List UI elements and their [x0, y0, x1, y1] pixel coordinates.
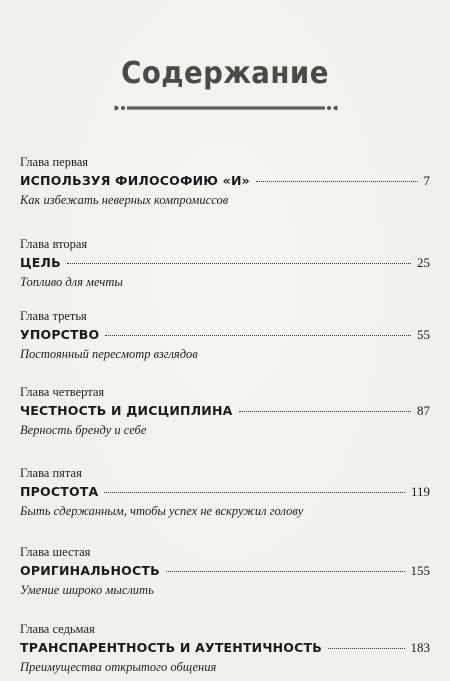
- toc-entry-2[interactable]: [20, 237, 430, 290]
- toc-entry-3[interactable]: [20, 309, 430, 362]
- dot-leader: [256, 181, 418, 182]
- chapter-heading: ТРАНСПАРЕНТНОСТЬ И АУТЕНТИЧНОСТЬ: [20, 640, 322, 655]
- dot-leader: [104, 492, 405, 493]
- chapter-heading: УПОРСТВО: [20, 327, 100, 342]
- dot-leader: [67, 263, 411, 264]
- page-number: 183: [410, 640, 430, 655]
- dot-leader: [239, 411, 412, 412]
- chapter-subtitle: Преимущества открытого общения: [20, 660, 217, 674]
- chapter-subtitle: Постоянный пересмотр взглядов: [20, 347, 198, 361]
- page-number: 25: [417, 255, 430, 270]
- page-title: Содержание: [121, 56, 329, 92]
- chapter-subtitle: Как избежать неверных компромиссов: [20, 193, 229, 207]
- toc-entry-5[interactable]: [20, 466, 430, 519]
- page-number: 87: [417, 403, 430, 418]
- chapter-heading: ОРИГИНАЛЬНОСТЬ: [20, 563, 160, 578]
- dot-leader: [105, 335, 411, 336]
- page-number: 7: [423, 173, 430, 188]
- chapter-label: Глава первая: [20, 155, 89, 169]
- chapter-heading: ИСПОЛЬЗУЯ ФИЛОСОФИЮ «И»: [20, 173, 250, 188]
- chapter-subtitle: Быть сдержанным, чтобы успех не вскружил голову: [20, 504, 304, 518]
- toc-entry-6[interactable]: [20, 545, 430, 598]
- page-number: 119: [410, 484, 430, 499]
- chapter-label: Глава шестая: [20, 545, 91, 559]
- toc-entry-1[interactable]: [20, 155, 430, 208]
- chapter-label: Глава седьмая: [20, 622, 95, 636]
- chapter-subtitle: Верность бренду и себе: [20, 423, 147, 437]
- dot-leader: [166, 571, 405, 572]
- page-number: 55: [417, 327, 430, 342]
- chapter-label: Глава третья: [20, 309, 87, 323]
- chapter-heading: ПРОСТОТА: [20, 484, 99, 499]
- chapter-subtitle: Топливо для мечты: [20, 275, 123, 289]
- dot-leader: [328, 648, 405, 649]
- chapter-label: Глава четвертая: [20, 385, 105, 399]
- chapter-label: Глава вторая: [20, 237, 88, 251]
- toc-entry-7[interactable]: [20, 622, 430, 675]
- page-number: 155: [410, 563, 430, 578]
- chapter-heading: ЧЕСТНОСТЬ И ДИСЦИПЛИНА: [20, 403, 233, 418]
- ornament-divider-icon: [113, 101, 339, 115]
- chapter-label: Глава пятая: [20, 466, 82, 480]
- chapter-heading: ЦЕЛЬ: [20, 255, 61, 270]
- toc-entry-4[interactable]: [20, 385, 430, 438]
- chapter-subtitle: Умение широко мыслить: [20, 583, 154, 597]
